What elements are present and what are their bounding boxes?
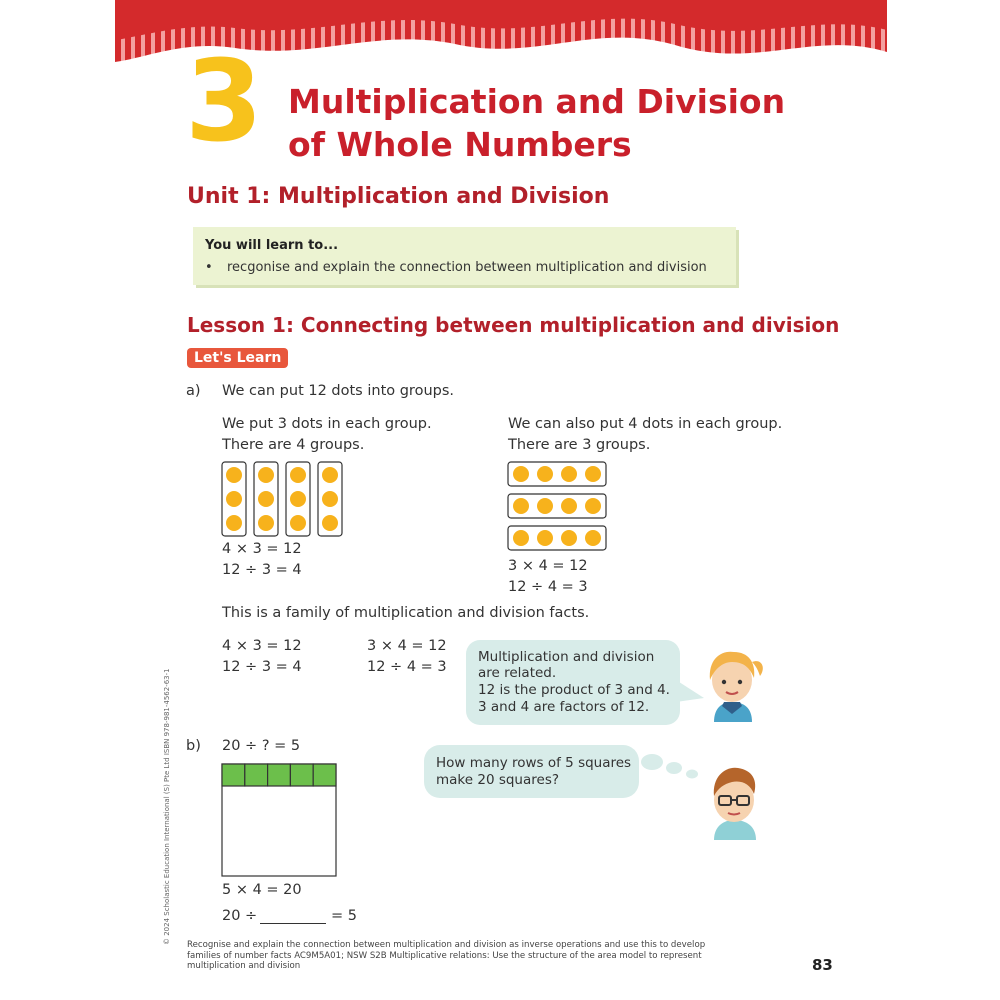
dot [290,515,306,531]
dot [322,467,338,483]
shaded-square [222,764,245,786]
dot [585,466,601,482]
left-group-line2: There are 4 groups. [222,437,365,453]
left-group-line1: We put 3 dots in each group. [222,416,432,432]
dot [322,515,338,531]
fact-family-2-eq1: 3 × 4 = 12 [367,638,447,654]
dot [561,466,577,482]
shaded-square [290,764,313,786]
bullet-icon: • [205,260,213,275]
bubble-girl-line4: 3 and 4 are factors of 12. [478,699,650,715]
part-b-equation-2-left: 20 ÷ [222,908,258,924]
part-b-equation-1: 5 × 4 = 20 [222,882,302,898]
answer-blank-line[interactable] [260,923,326,924]
unit-title: Unit 1: Multiplication and Division [187,184,610,209]
dot [585,498,601,514]
dot [258,515,274,531]
learning-objectives-heading: You will learn to... [205,238,339,253]
right-equation-2: 12 ÷ 4 = 3 [508,579,588,595]
fact-family-1-eq2: 12 ÷ 3 = 4 [222,659,302,675]
right-equation-1: 3 × 4 = 12 [508,558,588,574]
dot [226,467,242,483]
part-b-equation-2-right: = 5 [331,908,357,924]
right-group-line1: We can also put 4 dots in each group. [508,416,783,432]
bubble-girl-line3: 12 is the product of 3 and 4. [478,682,670,698]
dot [290,491,306,507]
area-model-grid [221,763,337,877]
speech-bubble-girl [466,640,680,725]
dot [513,498,529,514]
shaded-square [313,764,336,786]
dot [258,467,274,483]
shaded-square [268,764,291,786]
dot [513,466,529,482]
chapter-number-badge [178,52,270,152]
learning-objective-item [205,260,707,275]
fact-family-text: This is a family of multiplication and division facts. [222,605,590,621]
copyright-credit: © 2024 Scholastic Education International (S) Pte Ltd ISBN 978-981-4562-63-1 [163,668,171,945]
dot [561,530,577,546]
part-b-label: b) [186,738,201,754]
dot [537,498,553,514]
dot [258,491,274,507]
shaded-square [245,764,268,786]
dot [585,530,601,546]
chapter-title-line2: of Whole Numbers [288,125,632,164]
dot [561,498,577,514]
vertical-dot-groups [220,460,352,538]
curriculum-footer: Recognise and explain the connection between multiplication and division as inverse operations and use this to develop families of number facts AC9M5A01; NSW S2B Multiplicative relations: Use the structure of the area model to represent multiplication and division [187,940,706,971]
dot [513,530,529,546]
dot [537,466,553,482]
part-a-label: a) [186,383,201,399]
left-equation-2: 12 ÷ 3 = 4 [222,562,302,578]
boy-character-icon [702,758,768,840]
dot [290,467,306,483]
thought-bubble-boy [424,745,639,798]
right-group-line2: There are 3 groups. [508,437,651,453]
learning-objectives-box [193,227,736,285]
girl-character-icon [700,640,766,722]
part-b-question: 20 ÷ ? = 5 [222,738,301,754]
chapter-number: 3 [185,52,263,152]
left-equation-1: 4 × 3 = 12 [222,541,302,557]
dot [226,515,242,531]
fact-family-2-eq2: 12 ÷ 4 = 3 [367,659,447,675]
lesson-title: Lesson 1: Connecting between multiplication and division [187,313,840,337]
bubble-boy-line2: make 20 squares? [436,772,560,788]
bubble-boy-line1: How many rows of 5 squares [436,755,632,771]
thought-bubble-dots [640,752,700,782]
horizontal-dot-groups [506,460,610,556]
page-number-label: 83 [812,956,833,974]
fact-family-1-eq1: 4 × 3 = 12 [222,638,302,654]
bubble-girl-line2: are related. [478,665,557,681]
chapter-title-line1: Multiplication and Division [288,82,786,121]
bubble-girl-line1: Multiplication and division [478,649,655,665]
learning-objective-text: recgonise and explain the connection between multiplication and division [227,260,707,275]
lets-learn-tag: Let's Learn [187,348,288,368]
part-a-intro: We can put 12 dots into groups. [222,383,455,399]
chapter-title [288,80,785,166]
dot [226,491,242,507]
dot [537,530,553,546]
dot [322,491,338,507]
